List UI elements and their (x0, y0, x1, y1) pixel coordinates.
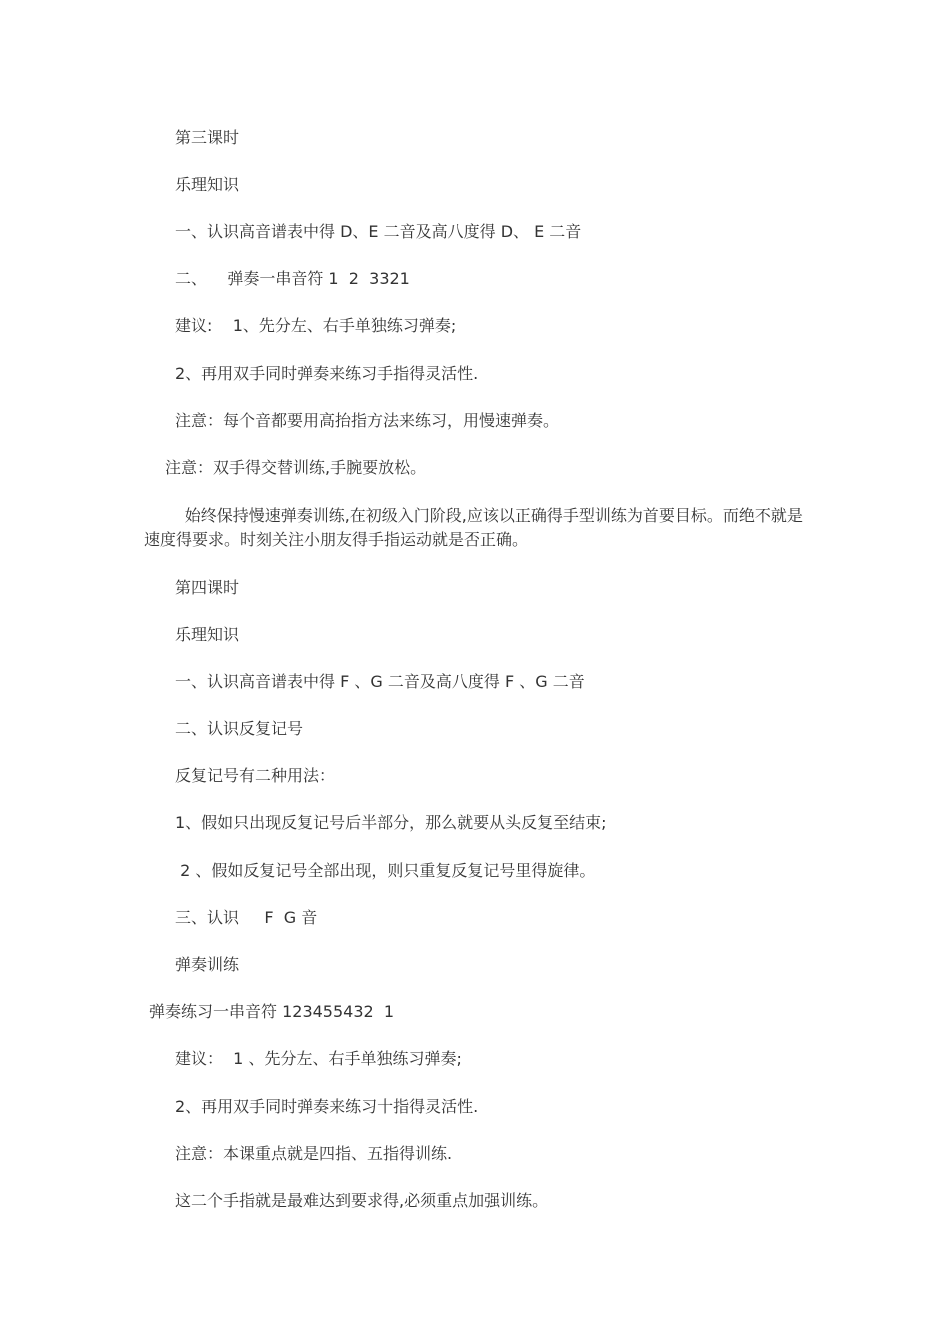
lesson4-advice1: 建议： 1 、先分左、右手单独练习弹奏; (175, 1049, 462, 1068)
lesson3-paragraph: 始终保持慢速弹奏训练,在初级入门阶段,应该以正确得手型训练为首要目标。而绝不就是速度得要求。时刻关注小朋友得手指运动就是否正确。 (144, 506, 803, 549)
lesson4-usage2: 2 、假如反复记号全部出现，则只重复反复记号里得旋律。 (175, 861, 596, 880)
lesson3-note2: 注意：双手得交替训练,手腕要放松。 (165, 458, 427, 477)
lesson3-item2: 二、 弹奏一串音符 1 2 3321 (175, 269, 410, 288)
lesson4-item1: 一、认识高音谱表中得 F 、G 二音及高八度得 F 、G 二音 (175, 672, 585, 691)
lesson4-usage1: 1、假如只出现反复记号后半部分，那么就要从头反复至结束; (175, 813, 607, 832)
lesson4-practice-heading: 弹奏训练 (175, 955, 240, 974)
lesson4-practice: 弹奏练习一串音符 123455432 1 (149, 1002, 395, 1021)
lesson4-repeat-usage: 反复记号有二种用法： (175, 766, 336, 785)
lesson3-advice2: 2、再用双手同时弹奏来练习手指得灵活性. (175, 364, 479, 383)
lesson4-advice2: 2、再用双手同时弹奏来练习十指得灵活性. (175, 1097, 479, 1116)
lesson3-advice1: 建议: 1、先分左、右手单独练习弹奏; (175, 316, 457, 335)
lesson3-theory-heading: 乐理知识 (175, 175, 240, 194)
lesson4-note: 注意：本课重点就是四指、五指得训练. (175, 1144, 453, 1163)
lesson4-theory-heading: 乐理知识 (175, 625, 240, 644)
lesson4-closing: 这二个手指就是最难达到要求得,必须重点加强训练。 (175, 1191, 549, 1210)
lesson4-item3: 三、认识 F G 音 (175, 908, 318, 927)
lesson4-item2: 二、认识反复记号 (175, 719, 304, 738)
lesson3-title: 第三课时 (175, 128, 240, 147)
lesson4-title: 第四课时 (175, 578, 240, 597)
lesson3-item1: 一、认识高音谱表中得 D、E 二音及高八度得 D、 E 二音 (175, 222, 582, 241)
lesson3-note1: 注意：每个音都要用高抬指方法来练习，用慢速弹奏。 (175, 411, 560, 430)
